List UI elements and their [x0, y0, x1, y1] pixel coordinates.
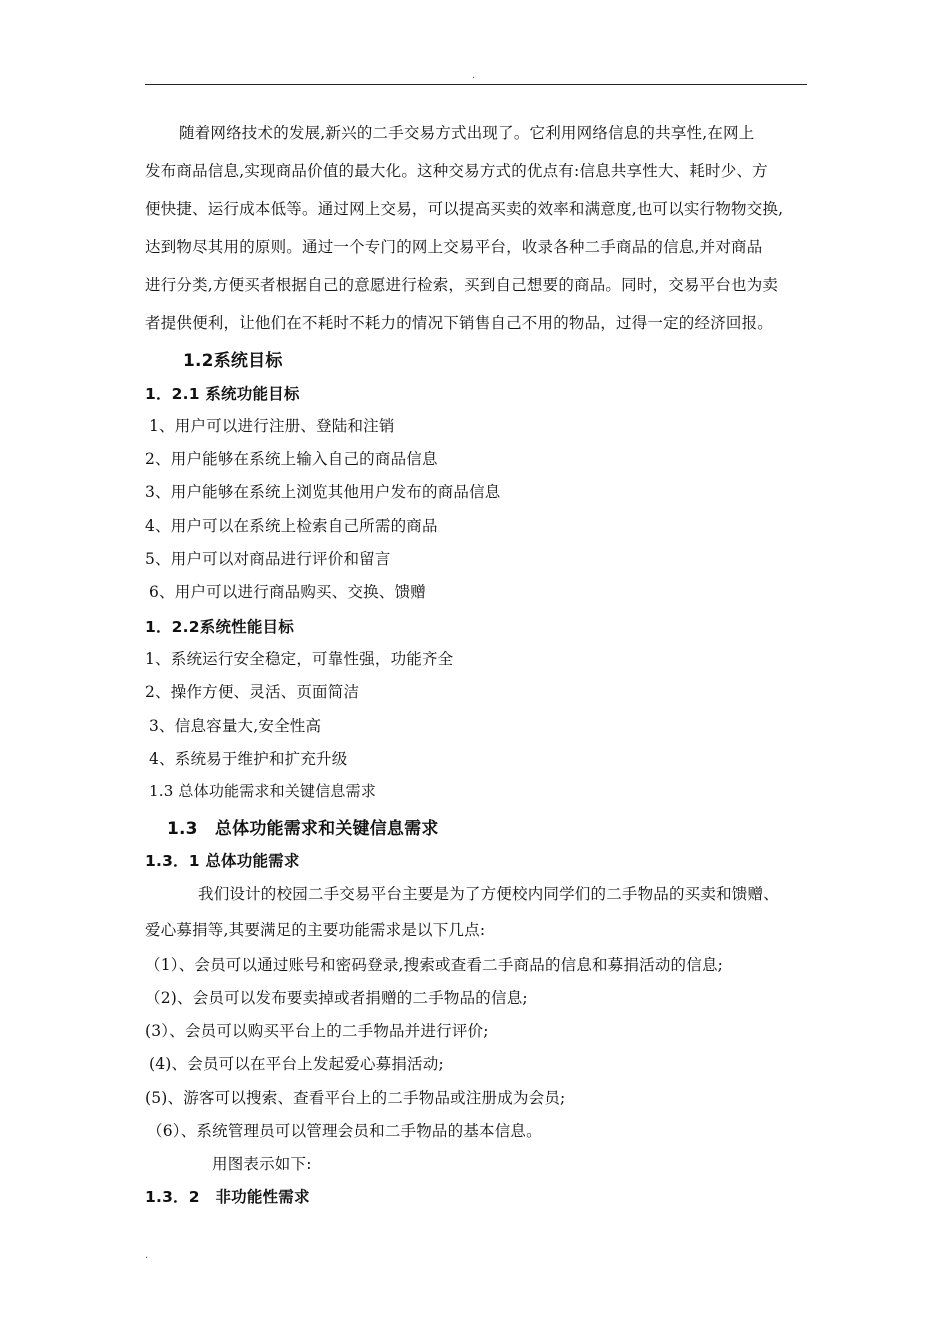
performance-goal-2: 2、操作方便、灵活、页面简洁 — [145, 683, 360, 701]
section-1-3-1-heading: 1.3．1 总体功能需求 — [145, 852, 300, 870]
section-1-2-1-heading: 1．2.1 系统功能目标 — [145, 385, 300, 403]
intro-line-2: 发布商品信息,实现商品价值的最大化。这种交易方式的优点有:信息共享性大、耗时少、方 — [145, 162, 768, 180]
section-1-3-heading: 1.3 总体功能需求和关键信息需求 — [167, 819, 439, 839]
function-goal-1: 1、用户可以进行注册、登陆和注销 — [149, 417, 395, 435]
section-1-3-2-heading: 1.3．2 非功能性需求 — [145, 1188, 310, 1206]
section-1-3-plain: 1.3 总体功能需求和关键信息需求 — [149, 782, 377, 800]
requirement-intro-line-1: 我们设计的校园二手交易平台主要是为了方便校内同学们的二手物品的买卖和馈赠、 — [198, 885, 779, 903]
intro-line-6: 者提供便利，让他们在不耗时不耗力的情况下销售自己不用的物品，过得一定的经济回报。 — [145, 314, 774, 332]
section-1-2-heading: 1.2系统目标 — [183, 351, 283, 371]
function-goal-5: 5、用户可以对商品进行评价和留言 — [145, 550, 391, 568]
intro-line-3: 便快捷、运行成本低等。通过网上交易，可以提高买卖的效率和满意度,也可以实行物物交换, — [145, 200, 784, 218]
requirement-item-3: (3）、会员可以购买平台上的二手物品并进行评价; — [145, 1022, 489, 1040]
figure-note: 用图表示如下: — [212, 1155, 312, 1173]
header-mark: . — [472, 70, 476, 81]
intro-line-4: 达到物尽其用的原则。通过一个专门的网上交易平台，收录各种二手商品的信息,并对商品 — [145, 238, 763, 256]
function-goal-4: 4、用户可以在系统上检索自己所需的商品 — [145, 517, 438, 535]
function-goal-6: 6、用户可以进行商品购买、交换、馈赠 — [149, 583, 426, 601]
function-goal-2: 2、用户能够在系统上输入自己的商品信息 — [145, 450, 438, 468]
function-goal-3: 3、用户能够在系统上浏览其他用户发布的商品信息 — [145, 483, 501, 501]
requirement-item-6: （6）、系统管理员可以管理会员和二手物品的基本信息。 — [147, 1122, 542, 1140]
header-rule — [145, 84, 807, 85]
requirement-intro-line-2: 爱心募捐等,其要满足的主要功能需求是以下几点: — [145, 921, 486, 939]
performance-goal-3: 3、信息容量大,安全性高 — [149, 717, 322, 735]
requirement-item-2: （2)、会员可以发布要卖掉或者捐赠的二手物品的信息; — [145, 989, 528, 1007]
intro-line-1: 随着网络技术的发展,新兴的二手交易方式出现了。它利用网络信息的共享性,在网上 — [179, 124, 755, 142]
intro-line-5: 进行分类,方便买者根据自己的意愿进行检索，买到自己想要的商品。同时，交易平台也为卖 — [145, 276, 779, 294]
performance-goal-4: 4、系统易于维护和扩充升级 — [149, 750, 348, 768]
footer-mark: . — [145, 1250, 149, 1261]
requirement-item-5: (5)、游客可以搜索、查看平台上的二手物品或注册成为会员; — [145, 1089, 566, 1107]
requirement-item-1: （1）、会员可以通过账号和密码登录,搜索或查看二手商品的信息和募捐活动的信息; — [145, 956, 724, 974]
performance-goal-1: 1、系统运行安全稳定，可靠性强，功能齐全 — [145, 650, 454, 668]
section-1-2-2-heading: 1．2.2系统性能目标 — [145, 618, 294, 636]
requirement-item-4: (4)、会员可以在平台上发起爱心募捐活动; — [149, 1055, 444, 1073]
